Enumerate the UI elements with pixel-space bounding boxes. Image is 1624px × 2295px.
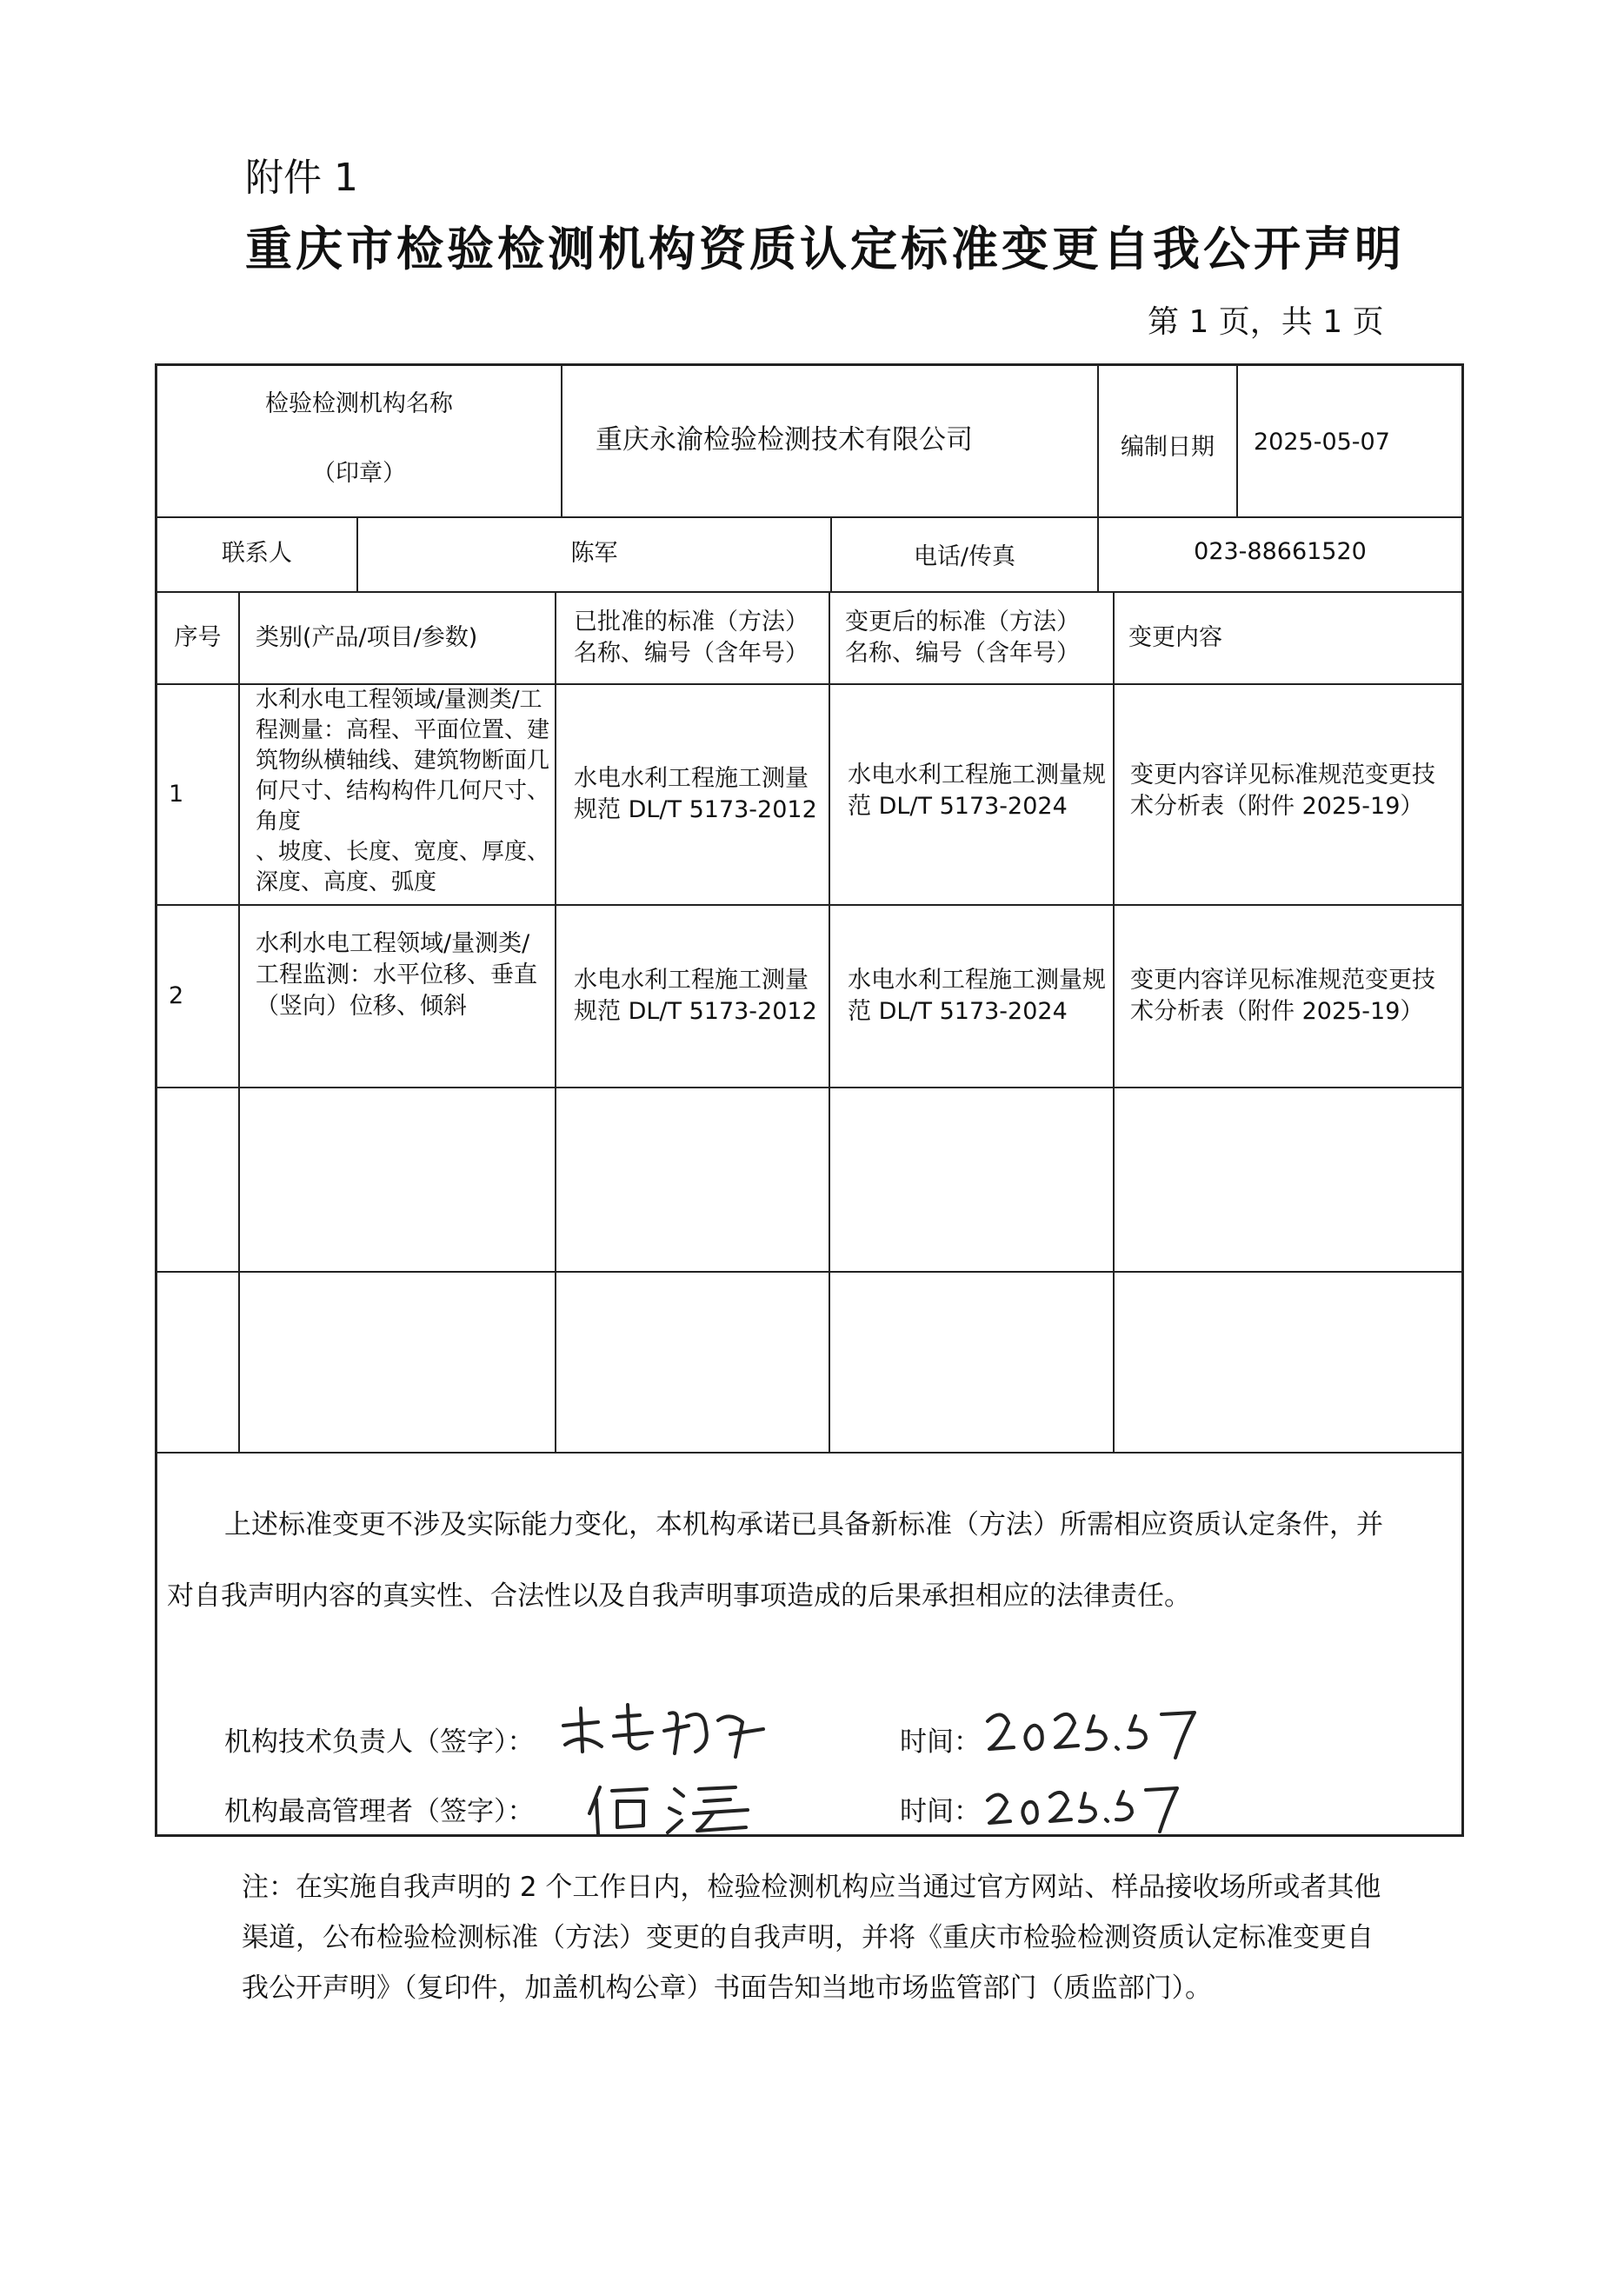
tech-lead-signature (556, 1691, 817, 1769)
row-no: 2 (169, 982, 184, 1009)
phone-value: 023-88661520 (1194, 538, 1367, 565)
row-change-content: 变更内容详见标准规范变更技术分析表（附件 2025-19） (1130, 967, 1435, 1025)
org-name-label: 检验检测机构名称 (265, 390, 453, 417)
phone-label: 电话/传真 (913, 543, 1016, 570)
row-category: 水利水电工程领域/量测类/工程测量：高程、平面位置、建筑物纵横轴线、建筑物断面几何尺寸、结构构件几何尺寸、角度 、坡度、长度、宽度、厚度、深度、高度、弧度 (256, 687, 550, 895)
contact-person-value: 陈军 (570, 540, 618, 567)
header-no: 序号 (174, 624, 222, 651)
statement-line-2: 对自我声明内容的真实性、合法性以及自我声明事项造成的后果承担相应的法律责任。 (167, 1580, 1191, 1612)
contact-person-label: 联系人 (222, 540, 292, 567)
header-change-content: 变更内容 (1128, 624, 1222, 651)
row-approved-standard: 水电水利工程施工测量规范 DL/T 5173-2012 (574, 967, 817, 1025)
row-change-content: 变更内容详见标准规范变更技术分析表（附件 2025-19） (1130, 762, 1435, 820)
page-title: 重庆市检验检测机构资质认定标准变更自我公开声明 (245, 222, 1405, 276)
page-number: 第 1 页，共 1 页 (1148, 304, 1384, 340)
row-no: 1 (169, 781, 184, 808)
seal-label: （印章） (312, 460, 406, 487)
manager-signature (582, 1770, 809, 1839)
footnote: 注：在实施自我声明的 2 个工作日内，检验检测机构应当通过官方网站、样品接收场所或者其他渠道，公布检验检测标准（方法）变更的自我声明，并将《重庆市检验检测资质认定标准变更自我公开声明》（复印件，加盖机构公章）书面告知当地市场监管部门（质监部门）。 (242, 1872, 1381, 2004)
row-changed-standard: 水电水利工程施工测量规范 DL/T 5173-2024 (848, 967, 1106, 1025)
manager-label: 机构最高管理者（签字）： (224, 1796, 535, 1827)
manager-date-handwritten (982, 1769, 1200, 1839)
org-name-value: 重庆永渝检验检测技术有限公司 (596, 424, 973, 456)
row-category: 水利水电工程领域/量测类/工程监测：水平位移、垂直（竖向）位移、倾斜 (256, 930, 537, 1020)
statement-line-1: 上述标准变更不涉及实际能力变化，本机构承诺已具备新标准（方法）所需相应资质认定条件，并 (224, 1509, 1383, 1540)
time-label: 时间： (900, 1726, 981, 1758)
tech-lead-date-handwritten (982, 1697, 1208, 1766)
header-category: 类别(产品/项目/参数) (256, 624, 478, 651)
date-value: 2025-05-07 (1254, 429, 1390, 456)
row-changed-standard: 水电水利工程施工测量规范 DL/T 5173-2024 (848, 762, 1106, 820)
date-label: 编制日期 (1121, 434, 1215, 461)
time-label: 时间： (900, 1796, 981, 1827)
row-approved-standard: 水电水利工程施工测量规范 DL/T 5173-2012 (574, 765, 817, 823)
annex-label: 附件 1 (245, 156, 358, 200)
header-changed-standard: 变更后的标准（方法） 名称、编号（含年号） (845, 609, 1080, 667)
tech-lead-label: 机构技术负责人（签字）： (224, 1726, 535, 1758)
header-approved-standard: 已批准的标准（方法） 名称、编号（含年号） (574, 609, 809, 667)
